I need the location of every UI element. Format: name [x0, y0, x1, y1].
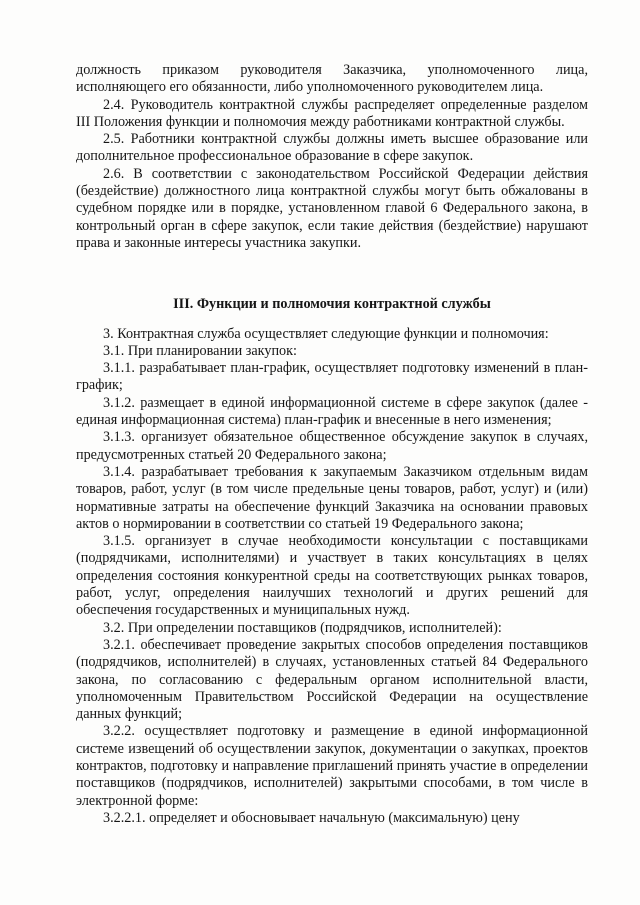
- paragraph-3-1-1: 3.1.1. разрабатывает план-график, осуществляет подготовку изменений в план-график;: [76, 360, 588, 394]
- paragraph-3-2-1: 3.2.1. обеспечивает проведение закрытых способов определения поставщиков (подрядчиков, исполнителей) в случаях, установленных статьей 84 Федерального закона, по согласованию с федеральным органом исполнительной власти, уполномоченным Правительством Российской Федерации на осуществление данных функций;: [76, 636, 588, 723]
- paragraph-3-1: 3.1. При планировании закупок:: [103, 342, 297, 359]
- section-title: III. Функции и полномочия контрактной службы: [173, 296, 491, 313]
- paragraph-3-1-5: 3.1.5. организует в случае необходимости консультации с поставщиками (подрядчиками, исполнителями) и участвует в таких консультациях в целях определения состояния конкурентной среды на соответствующих рынках товаров, работ, услуг, определения наилучших технологий и других решений для обеспечения государственных и муниципальных нужд.: [76, 533, 588, 619]
- paragraph-3-1-4: 3.1.4. разрабатывает требования к закупаемым Заказчиком отдельным видам товаров, работ, услуг (в том числе предельные цены товаров, работ, услуг) и (или) нормативные затраты на обеспечение функций Заказчика на основании правовых актов о нормировании в соответствии со статьей 19 Федерального закона;: [76, 463, 588, 532]
- paragraph-continuation: должность приказом руководителя Заказчика, уполномоченного лица, исполняющего его обязанности, либо уполномоченного руководителем лица.: [76, 62, 588, 96]
- paragraph-3-1-2: 3.1.2. размещает в единой информационной системе в сфере закупок (далее - единая информационная система) план-график и внесенные в него изменения;: [76, 394, 588, 429]
- document-body: [76, 62, 588, 827]
- paragraph-3-2: 3.2. При определении поставщиков (подрядчиков, исполнителей):: [103, 619, 502, 636]
- paragraph-3-2-2-1: 3.2.2.1. определяет и обосновывает начальную (максимальную) цену: [103, 809, 520, 826]
- paragraph-2-6: 2.6. В соответствии с законодательством Российской Федерации действия (бездействие) должностного лица контрактной службы могут быть обжалованы в судебном порядке или в порядке, установленном главой 6 Федерального закона, в контрольный орган в сфере закупок, если такие действия (бездействие) нарушают права и законные интересы участника закупки.: [76, 165, 588, 251]
- paragraph-3-2-2: 3.2.2. осуществляет подготовку и размещение в единой информационной системе извещений об осуществлении закупок, документации о закупках, проектов контрактов, подготовку и направление приглашений принять участие в определении поставщиков (подрядчиков, исполнителей) закрытыми способами, в том числе в электронной форме:: [76, 723, 588, 809]
- paragraph-2-5: 2.5. Работники контрактной службы должны иметь высшее образование или дополнительное профессиональное образование в сфере закупок.: [76, 131, 588, 165]
- paragraph-2-4: 2.4. Руководитель контрактной службы распределяет определенные разделом III Положения функции и полномочия между работниками контрактной службы.: [76, 96, 588, 130]
- paragraph-3: 3. Контрактная служба осуществляет следующие функции и полномочия:: [103, 325, 549, 342]
- paragraph-3-1-3: 3.1.3. организует обязательное общественное обсуждение закупок в случаях, предусмотренных статьей 20 Федерального закона;: [76, 429, 588, 463]
